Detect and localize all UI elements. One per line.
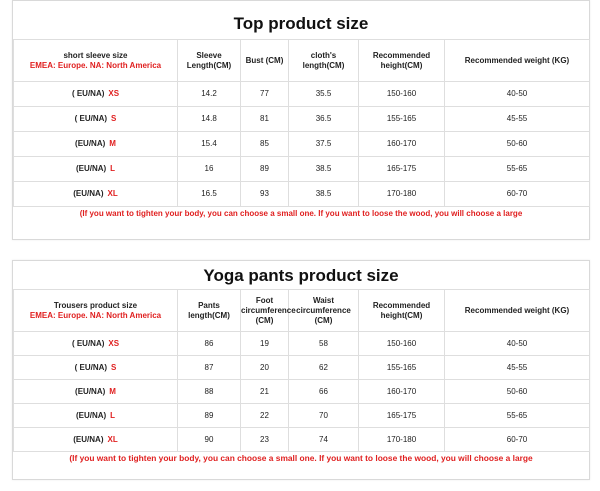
- region-label: (EU/NA): [75, 139, 106, 148]
- region-legend: EMEA: Europe. NA: North America: [29, 60, 162, 70]
- region-label: ( EU/NA): [74, 362, 108, 372]
- size-cell: [14, 132, 178, 157]
- table-cell: 62: [289, 356, 359, 380]
- table-header-row: [14, 40, 590, 82]
- table-cell: 55-65: [445, 157, 590, 182]
- region-label: (EU/NA): [75, 386, 106, 396]
- table-cell: 165-175: [359, 157, 445, 182]
- size-code: XL: [107, 434, 118, 444]
- size-column-header: [14, 40, 178, 82]
- table-cell: 36.5: [289, 107, 359, 132]
- table-cell: 45-55: [445, 356, 590, 380]
- table-cell: 35.5: [289, 82, 359, 107]
- size-advice-note: (If you want to tighten your body, you can choose a small one. If you want to loose the wood, you will choose a large: [79, 209, 523, 218]
- region-label: (EU/NA): [73, 189, 104, 198]
- top-chart-title: Top product size: [233, 14, 369, 33]
- bust-header: Bust (CM): [241, 40, 289, 82]
- size-cell: [14, 107, 178, 132]
- table-row: [14, 157, 590, 182]
- recommended-height-header: Recommended height(CM): [359, 40, 445, 82]
- size-code: XS: [108, 89, 120, 98]
- size-code: XS: [108, 338, 120, 348]
- size-cell: [14, 157, 178, 182]
- table-row: [14, 380, 590, 404]
- foot-circumference-header: Foot circumference (CM): [241, 290, 289, 332]
- recommended-weight-header: Recommended weight (KG): [445, 40, 590, 82]
- size-code: L: [110, 410, 116, 420]
- region-label: ( EU/NA): [74, 114, 108, 123]
- pants-size-chart: [12, 260, 590, 480]
- cloth-length-header: cloth's length(CM): [289, 40, 359, 82]
- table-cell: 60-70: [445, 428, 590, 452]
- pants-chart-title: Yoga pants product size: [203, 266, 399, 285]
- table-header-row: [14, 290, 590, 332]
- size-cell: [14, 82, 178, 107]
- table-cell: 16: [178, 157, 241, 182]
- table-cell: 14.8: [178, 107, 241, 132]
- table-cell: 88: [178, 380, 241, 404]
- size-code: L: [110, 164, 116, 173]
- sleeve-length-header: Sleeve Length(CM): [178, 40, 241, 82]
- table-cell: 150-160: [359, 332, 445, 356]
- size-cell: [14, 182, 178, 207]
- table-cell: 160-170: [359, 380, 445, 404]
- region-label: (EU/NA): [73, 434, 104, 444]
- table-row: [14, 428, 590, 452]
- table-cell: 66: [289, 380, 359, 404]
- table-cell: 23: [241, 428, 289, 452]
- table-cell: 60-70: [445, 182, 590, 207]
- table-cell: 55-65: [445, 404, 590, 428]
- table-cell: 15.4: [178, 132, 241, 157]
- table-cell: 50-60: [445, 132, 590, 157]
- table-cell: 38.5: [289, 157, 359, 182]
- size-code: M: [109, 139, 116, 148]
- table-cell: 77: [241, 82, 289, 107]
- table-cell: 85: [241, 132, 289, 157]
- table-cell: 160-170: [359, 132, 445, 157]
- size-cell: [14, 356, 178, 380]
- table-row: [14, 132, 590, 157]
- table-cell: 89: [241, 157, 289, 182]
- table-cell: 37.5: [289, 132, 359, 157]
- size-column-title: Trousers product size: [53, 300, 138, 310]
- size-cell: [14, 404, 178, 428]
- table-cell: 155-165: [359, 356, 445, 380]
- region-label: (EU/NA): [75, 164, 107, 173]
- size-code: M: [109, 386, 116, 396]
- table-cell: 74: [289, 428, 359, 452]
- size-code: S: [111, 362, 117, 372]
- pants-size-table: [13, 289, 590, 452]
- size-cell: [14, 428, 178, 452]
- region-legend: EMEA: Europe. NA: North America: [29, 310, 162, 320]
- table-cell: 22: [241, 404, 289, 428]
- table-row: [14, 107, 590, 132]
- table-row: [14, 332, 590, 356]
- size-code: XL: [107, 189, 118, 198]
- region-label: ( EU/NA): [71, 89, 105, 98]
- table-cell: 170-180: [359, 428, 445, 452]
- region-label: ( EU/NA): [71, 338, 105, 348]
- table-cell: 45-55: [445, 107, 590, 132]
- size-column-title: short sleeve size: [63, 50, 128, 60]
- table-row: [14, 182, 590, 207]
- size-code: S: [111, 114, 117, 123]
- top-size-chart: [12, 0, 590, 240]
- table-cell: 170-180: [359, 182, 445, 207]
- table-cell: 155-165: [359, 107, 445, 132]
- table-row: [14, 82, 590, 107]
- table-row: [14, 404, 590, 428]
- table-cell: 58: [289, 332, 359, 356]
- table-cell: 93: [241, 182, 289, 207]
- table-cell: 89: [178, 404, 241, 428]
- table-cell: 40-50: [445, 332, 590, 356]
- table-cell: 86: [178, 332, 241, 356]
- table-cell: 150-160: [359, 82, 445, 107]
- recommended-height-header: Recommended height(CM): [359, 290, 445, 332]
- region-label: (EU/NA): [75, 410, 107, 420]
- size-cell: [14, 380, 178, 404]
- table-cell: 87: [178, 356, 241, 380]
- table-cell: 90: [178, 428, 241, 452]
- table-cell: 19: [241, 332, 289, 356]
- table-cell: 20: [241, 356, 289, 380]
- size-column-header: [14, 290, 178, 332]
- table-cell: 38.5: [289, 182, 359, 207]
- size-cell: [14, 332, 178, 356]
- table-cell: 16.5: [178, 182, 241, 207]
- table-row: [14, 356, 590, 380]
- waist-circumference-header: Waist circumference (CM): [289, 290, 359, 332]
- table-cell: 81: [241, 107, 289, 132]
- table-cell: 21: [241, 380, 289, 404]
- table-cell: 40-50: [445, 82, 590, 107]
- size-advice-note: (If you want to tighten your body, you can choose a small one. If you want to loose the wood, you will choose a large: [69, 453, 533, 463]
- top-size-table: [13, 39, 590, 207]
- recommended-weight-header: Recommended weight (KG): [445, 290, 590, 332]
- table-cell: 70: [289, 404, 359, 428]
- pants-length-header: Pants length(CM): [178, 290, 241, 332]
- table-cell: 14.2: [178, 82, 241, 107]
- table-cell: 50-60: [445, 380, 590, 404]
- table-cell: 165-175: [359, 404, 445, 428]
